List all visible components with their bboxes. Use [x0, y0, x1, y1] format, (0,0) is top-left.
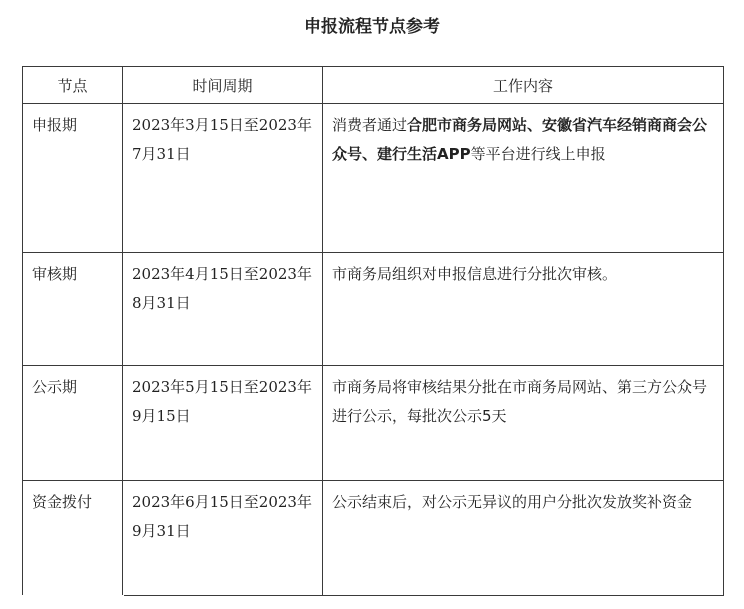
period-cell: 2023年5月15日至2023年9月15日 — [123, 366, 323, 481]
header-period: 时间周期 — [123, 67, 323, 104]
table-row — [23, 481, 724, 596]
period-cell: 2023年4月15日至2023年8月31日 — [123, 253, 323, 366]
content-cell — [323, 481, 724, 596]
node-cell: 公示期 — [23, 366, 123, 481]
table-row — [23, 366, 724, 481]
content-text-suffix: 等平台进行线上申报 — [470, 145, 606, 163]
table-row — [23, 253, 724, 366]
content-cell — [323, 366, 724, 481]
content-bold-text: 合肥市商务局网站、安徽省汽车经销商商会公众号、建行生活APP — [332, 116, 708, 163]
table-header-row — [23, 67, 724, 104]
table-row — [23, 104, 724, 253]
period-cell: 2023年6月15日至2023年9月31日 — [123, 481, 323, 596]
node-cell: 资金拨付 — [23, 481, 123, 596]
content-text: 市商务局将审核结果分批在市商务局网站、第三方公众号进行公示，每批次公示5天 — [332, 378, 708, 425]
process-table — [22, 66, 724, 596]
content-cell — [323, 104, 724, 253]
header-content: 工作内容 — [323, 67, 724, 104]
header-node: 节点 — [23, 67, 123, 104]
node-cell: 审核期 — [23, 253, 123, 366]
content-text: 消费者通过 — [332, 116, 408, 134]
node-cell: 申报期 — [23, 104, 123, 253]
content-cell — [323, 253, 724, 366]
watermark-mask — [0, 595, 124, 609]
content-text: 市商务局组织对申报信息进行分批次审核。 — [332, 265, 618, 283]
content-text: 公示结束后，对公示无异议的用户分批次发放奖补资金 — [332, 493, 693, 511]
period-cell: 2023年3月15日至2023年7月31日 — [123, 104, 323, 253]
page-title: 申报流程节点参考 — [304, 17, 440, 37]
